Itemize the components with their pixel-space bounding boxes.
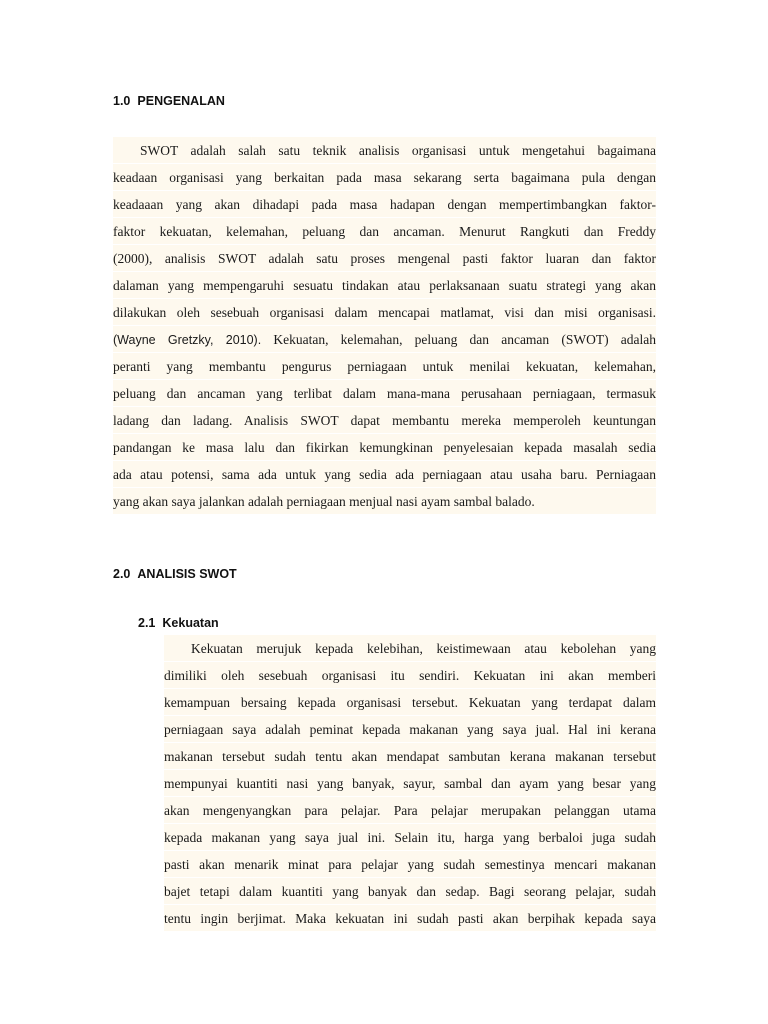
paragraph-line: perniagaan saya adalah peminat kepada makanan yang saya jual. Hal ini kerana (164, 716, 656, 743)
paragraph-line: peranti yang membantu pengurus perniagaan untuk menilai kekuatan, kelemahan, (113, 353, 656, 380)
paragraph-line: pandangan ke masa lalu dan fikirkan kemungkinan penyelesaian kepada masalah sedia (113, 434, 656, 461)
paragraph-line: ladang dan ladang. Analisis SWOT dapat membantu mereka memperoleh keuntungan (113, 407, 656, 434)
paragraph-line: tentu ingin berjimat. Maka kekuatan ini sudah pasti akan berpihak kepada saya (164, 905, 656, 932)
section-heading-pengenalan (113, 94, 225, 108)
subsection-title: Kekuatan (162, 616, 219, 630)
paragraph-line: bajet tetapi dalam kuantiti yang banyak dan sedap. Bagi seorang pelajar, sudah (164, 878, 656, 905)
paragraph-line: (2000), analisis SWOT adalah satu proses mengenal pasti faktor luaran dan faktor (113, 245, 656, 272)
section-heading-analisis-swot (113, 567, 237, 581)
paragraph-line-citation (113, 326, 656, 353)
subsection-heading-kekuatan (138, 616, 219, 630)
citation-continuation: Kekuatan, kelemahan, peluang dan ancaman (SWOT) adalah (261, 332, 656, 347)
paragraph-line: dimiliki oleh sesebuah organisasi itu sendiri. Kekuatan ini akan memberi (164, 662, 656, 689)
paragraph-line: dilakukan oleh sesebuah organisasi dalam mencapai matlamat, visi dan misi organisasi. (113, 299, 656, 326)
kekuatan-paragraph (164, 635, 656, 932)
paragraph-line: yang akan saya jalankan adalah perniagaan menjual nasi ayam sambal balado. (113, 488, 656, 515)
paragraph-line: ada atau potensi, sama ada untuk yang sedia ada perniagaan atau usaha baru. Perniagaan (113, 461, 656, 488)
section-title: ANALISIS SWOT (137, 567, 237, 581)
paragraph-line: mempunyai kuantiti nasi yang banyak, sayur, sambal dan ayam yang besar yang (164, 770, 656, 797)
paragraph-line: faktor kekuatan, kelemahan, peluang dan ancaman. Menurut Rangkuti dan Freddy (113, 218, 656, 245)
paragraph-line: pasti akan menarik minat para pelajar yang sudah semestinya mencari makanan (164, 851, 656, 878)
paragraph-line: SWOT adalah salah satu teknik analisis organisasi untuk mengetahui bagaimana (113, 137, 656, 164)
paragraph-line: kemampuan bersaing kepada organisasi tersebut. Kekuatan yang terdapat dalam (164, 689, 656, 716)
intro-paragraph (113, 137, 656, 515)
paragraph-line: kepada makanan yang saya jual ini. Selain itu, harga yang berbaloi juga sudah (164, 824, 656, 851)
paragraph-line: Kekuatan merujuk kepada kelebihan, keistimewaan atau kebolehan yang (164, 635, 656, 662)
section-number: 1.0 (113, 94, 131, 108)
section-number: 2.0 (113, 567, 131, 581)
paragraph-line: makanan tersebut sudah tentu akan mendapat sambutan kerana makanan tersebut (164, 743, 656, 770)
paragraph-line: keadaan organisasi yang berkaitan pada masa sekarang serta bagaimana pula dengan (113, 164, 656, 191)
section-title: PENGENALAN (137, 94, 225, 108)
paragraph-line: peluang dan ancaman yang terlibat dalam mana-mana perusahaan perniagaan, termasuk (113, 380, 656, 407)
paragraph-line: keadaaan yang akan dihadapi pada masa hadapan dengan mempertimbangkan faktor- (113, 191, 656, 218)
subsection-number: 2.1 (138, 616, 156, 630)
citation: (Wayne Gretzky, 2010). (113, 333, 262, 347)
paragraph-line: dalaman yang mempengaruhi sesuatu tindakan atau perlaksanaan suatu strategi yang akan (113, 272, 656, 299)
paragraph-line: akan mengenyangkan para pelajar. Para pelajar merupakan pelanggan utama (164, 797, 656, 824)
